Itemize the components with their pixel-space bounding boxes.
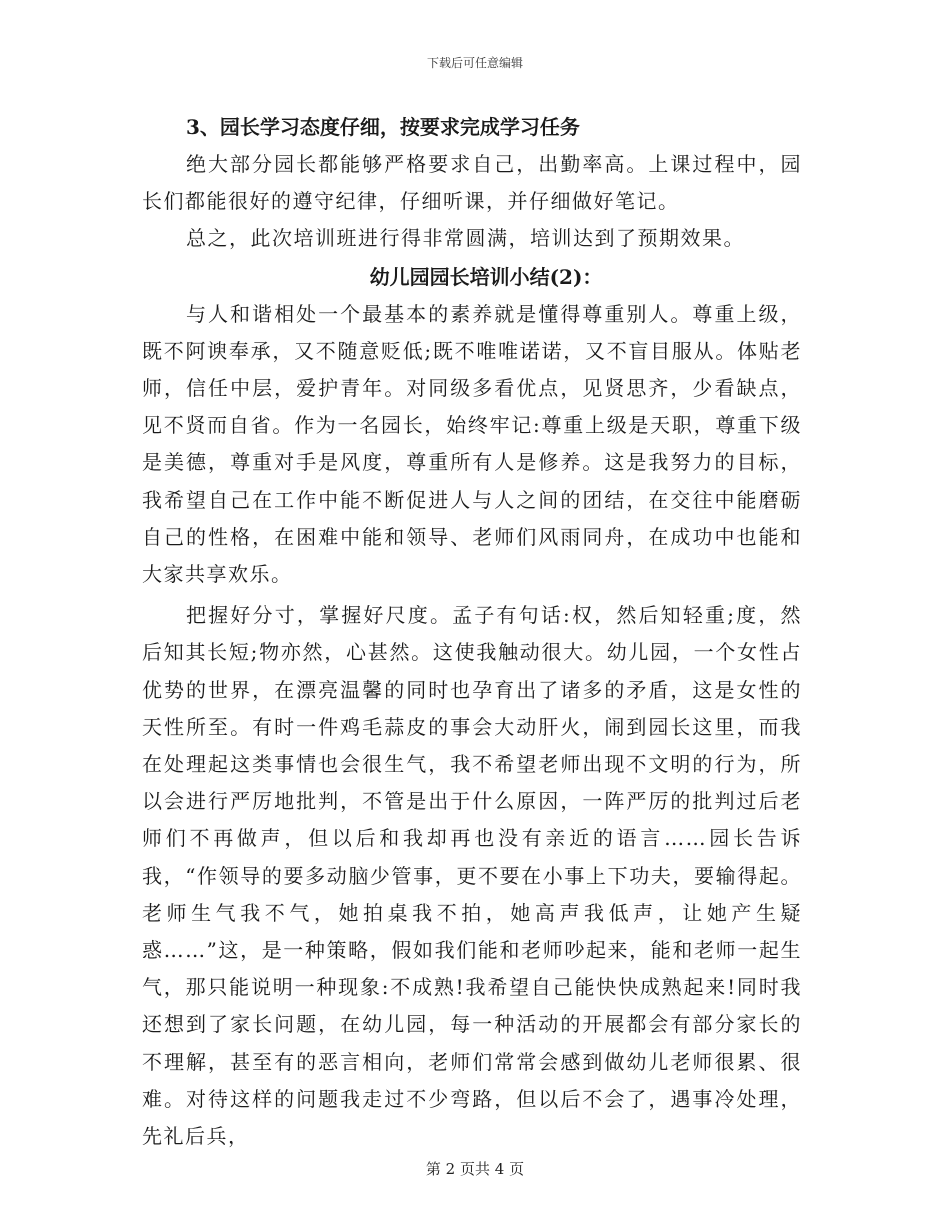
paragraph-attendance: 绝大部分园长都能够严格要求自己，出勤率高。上课过程中，园长们都能很好的遵守纪律，仔细听课，并仔细做好笔记。 [142, 152, 802, 214]
header-note: 下载后可任意编辑 [426, 56, 523, 70]
document-body [142, 108, 802, 1155]
section-heading-3: 3、园长学习态度仔细，按要求完成学习任务 [186, 115, 580, 139]
page-number: 第 2 页共 4 页 [425, 1160, 525, 1178]
paragraph-measure: 把握好分寸，掌握好尺度。孟子有句话:权，然后知轻重;度，然后知其长短;物亦然，心甚然。这使我触动很大。幼儿园，一个女性占优势的世界，在漂亮温馨的同时也孕育出了诸多的矛盾，这是女性的天性所至。有时一件鸡毛蒜皮的事会大动肝火，闹到园长这里，而我在处理起这类事情也会很生气，我不希望老师出现不文明的行为，所以会进行严厉地批判，不管是出于什么原因，一阵严厉的批判过后老师们不再做声，但以后和我却再也没有亲近的语言……园长告诉我，“作领导的要多动脑少管事，更不要在小事上下功夫，要输得起。老师生气我不气，她拍桌我不拍，她高声我低声，让她产生疑惑……”这，是一种策略，假如我们能和老师吵起来，能和老师一起生气，那只能说明一种现象:不成熟!我希望自己能快快成熟起来!同时我还想到了家长问题，在幼儿园，每一种活动的开展都会有部分家长的不理解，甚至有的恶言相向，老师们常常会感到做幼儿老师很累、很难。对待这样的问题我走过不少弯路，但以后不会了，遇事冷处理，先礼后兵， [142, 603, 802, 1149]
paragraph-summary: 总之，此次培训班进行得非常圆满，培训达到了预期效果。 [186, 226, 745, 251]
section-title-2: 幼儿园园长培训小结(2)： [369, 264, 603, 289]
paragraph-respect: 与人和谐相处一个最基本的素养就是懂得尊重别人。尊重上级，既不阿谀奉承，又不随意贬低;既不唯唯诺诺，又不盲目服从。体贴老师，信任中层，爱护青年。对同级多看优点，见贤思齐，少看缺点，见不贤而自省。作为一名园长，始终牢记:尊重上级是天职，尊重下级是美德，尊重对手是风度，尊重所有人是修养。这是我努力的目标，我希望自己在工作中能不断促进人与人之间的团结，在交往中能磨砺自己的性格，在困难中能和领导、老师们风雨同舟，在成功中也能和大家共享欢乐。 [142, 301, 802, 587]
